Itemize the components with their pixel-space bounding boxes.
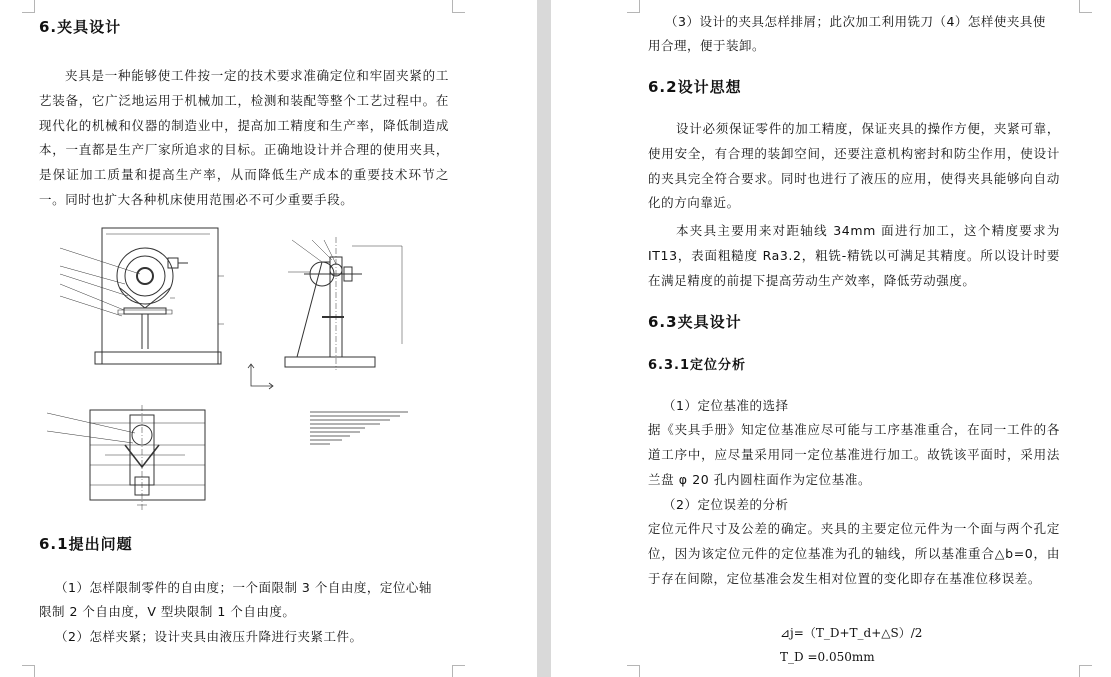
error-analysis-title: （2）定位误差的分析 [663, 497, 789, 512]
datum-selection-paragraph: 据《夹具手册》知定位基准应尽可能与工序基准重合，在同一工件的各道工序中，应尽量采用同一定位基准进行加工。故铣该平面时，采用法兰盘 φ 20 孔内圆柱面作为定位基准。 [648, 422, 1060, 487]
crop-mark-top-right [452, 0, 465, 13]
formula-positioning-error: ⊿j=（T_D+T_d+△S）/2 [780, 626, 923, 640]
error-analysis-paragraph: 定位元件尺寸及公差的确定。夹具的主要定位元件为一个面与两个孔定位，因为该定位元件的定位基准为孔的轴线，所以基准重合△b=0，由于存在间隙，定位基准会发生相对位置的变化即存在基准位移误差。 [648, 521, 1060, 586]
problem-3-line-1: （3）设计的夹具怎样排屑；此次加工利用铣刀（4）怎样使夹具使 [665, 14, 1046, 29]
fixture-side-view-drawing [282, 232, 412, 372]
problem-2: （2）怎样夹紧；设计夹具由液压升降进行夹紧工件。 [55, 629, 363, 644]
formula-hole-tolerance: T_D =0.050mm [780, 650, 875, 664]
fixture-front-view-drawing [50, 226, 230, 371]
crop-mark-top-left [22, 0, 35, 13]
crop-mark-top-right [1079, 0, 1092, 13]
left-page [0, 0, 537, 677]
crop-mark-bottom-left [627, 665, 640, 677]
problem-1-line-2: 限制 2 个自由度，V 型块限制 1 个自由度。 [39, 604, 296, 619]
heading-6-3: 6.3夹具设计 [648, 313, 742, 331]
parts-list-table [310, 410, 410, 450]
heading-6: 6.夹具设计 [39, 18, 122, 36]
crop-mark-top-left [627, 0, 640, 13]
crop-mark-bottom-right [452, 665, 465, 677]
right-page [551, 0, 1111, 677]
problem-3-line-2: 用合理，便于装卸。 [648, 38, 766, 53]
fixture-top-view-drawing [45, 405, 215, 515]
crop-mark-bottom-left [22, 665, 35, 677]
datum-selection-title: （1）定位基准的选择 [663, 398, 789, 413]
design-paragraph-1: 设计必须保证零件的加工精度，保证夹具的操作方便，夹紧可靠，使用安全，有合理的装卸空间，还要注意机构密封和防尘作用，使设计的夹具完全符合要求。同时也进行了液压的应用，使得夹具能够向自动化的方向靠近。 [648, 121, 1060, 211]
coordinate-axes-symbol [247, 362, 277, 390]
design-paragraph-2: 本夹具主要用来对距轴线 34mm 面进行加工，这个精度要求为 IT13，表面粗糙度 Ra3.2，粗铣-精铣以可满足其精度。所以设计时要在满足精度的前提下提高劳动生产效率，降低劳动强度。 [648, 223, 1060, 288]
heading-6-1: 6.1提出问题 [39, 535, 133, 553]
heading-6-3-1: 6.3.1定位分析 [648, 358, 747, 373]
heading-6-2: 6.2设计思想 [648, 78, 742, 96]
problem-1-line-1: （1）怎样限制零件的自由度；一个面限制 3 个自由度，定位心轴 [55, 580, 432, 595]
intro-paragraph: 夹具是一种能够使工件按一定的技术要求准确定位和牢固夹紧的工艺装备，它广泛地运用于机械加工，检测和装配等整个工艺过程中。在现代化的机械和仪器的制造业中，提高加工精度和生产率，降低制造成本，一直都是生产厂家所追求的目标。正确地设计并合理的使用夹具，是保证加工质量和提高生产率，从而降低生产成本的重要技术环节之一。同时也扩大各种机床使用范围必不可少重要手段。 [39, 68, 449, 207]
crop-mark-bottom-right [1079, 665, 1092, 677]
